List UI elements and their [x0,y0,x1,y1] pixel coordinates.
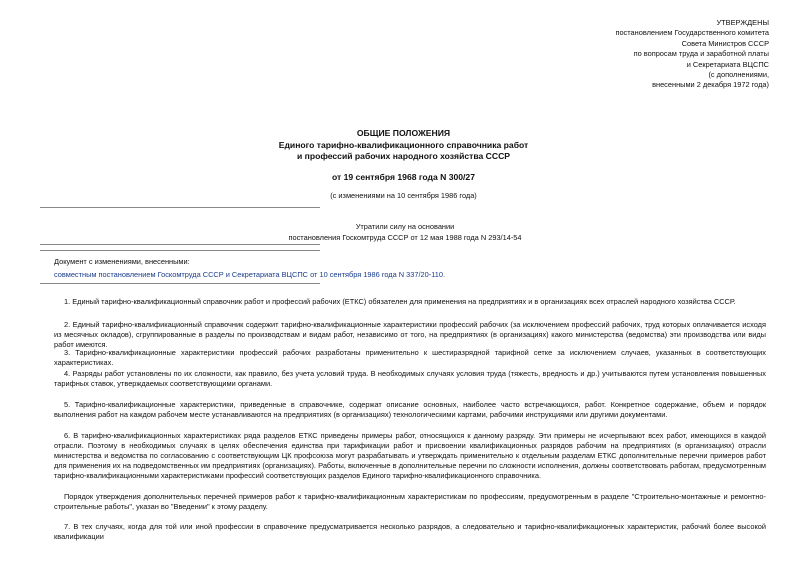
title-line-3: и профессий рабочих народного хозяйства СССР [296,151,511,161]
approval-line: внесенными 2 декабря 1972 года) [652,80,769,90]
document-title [0,128,807,163]
lost-force-line-1: Утратили силу на основании [355,222,455,231]
title-line-1: ОБЩИЕ ПОЛОЖЕНИЯ [356,128,451,138]
divider [40,244,320,245]
amendment-link[interactable]: совместным постановлением Госкомтруда СССР и Секретариата ВЦСПС от 10 сентября 1986 года N 337/20-110. [54,270,446,279]
approval-line: (с дополнениями, [708,70,769,80]
approval-line: по вопросам труда и заработной платы [633,49,769,59]
approval-stamp [509,18,769,91]
divider [40,207,320,208]
divider [40,250,320,251]
divider [40,283,320,284]
approval-line: Совета Министров СССР [681,38,769,48]
lost-force-line-2: постановления Госкомтруда СССР от 12 мая 1988 года N 293/14-54 [288,232,522,242]
approval-line: УТВЕРЖДЕНЫ [716,18,769,27]
amendments-label: Документ с изменениями, внесенными: [54,257,190,266]
amendments-block [54,257,754,280]
title-line-2: Единого тарифно-квалификационного справочника работ [278,139,529,150]
amendment-note: (с изменениями на 10 сентября 1986 года) [330,191,477,200]
paragraph-4: 4. Разряды работ установлены по их сложности, как правило, без учета условий труда. В необходимых случаях условия труда (тяжесть, вредность и др.) учитываются путем установления повышенных тарифных ставок, утверждаемых соответствующими органами. [54,369,766,388]
paragraph-6-procedure: Порядок утверждения дополнительных перечней примеров работ к тарифно-квалификационным характеристикам по профессиям, предусмотренным в разделе "Строительно-монтажные и ремонтно-строительные работы", указан во "Введении" к этому разделу. [54,492,766,511]
approval-line: постановлением Государственного комитета [615,28,769,38]
paragraph-7: 7. В тех случаях, когда для той или иной профессии в справочнике предусматривается несколько разрядов, а следовательно и тарифно-квалификационных характеристик, рабочий более высокой квалификации [54,522,766,541]
paragraph-3: 3. Тарифно-квалификационные характеристики профессий рабочих разработаны применительно к шестиразрядной тарифной сетке за исключением случаев, указанных в соответствующих характеристиках. [54,348,766,367]
paragraph-6: 6. В тарифно-квалификационных характеристиках ряда разделов ЕТКС приведены примеры работ, относящихся к данному разряду. Эти примеры не исчерпывают всех работ, имеющихся в каждой отрасли. Поэтому в необходимых случаях в целях обеспечения единства при тарификации работ и присвоении квалификационных разрядов рабочим на предприятиях (в организациях) отрасли министерства и ведомства по согласованию с соответствующим ЦК профсоюза могут разрабатывать и утверждать применительно к отдельным разделам ЕТКС дополнительные перечни примеров работ для применения их на подведомственных им предприятиях (организациях). Работы, включенные в дополнительные перечни по сложности исполнения, должны соответствовать работам, предусмотренным тарифно-квалификационными характеристиками профессий соответствующих разделов Единого тарифно-квалификационного справочника. [54,431,766,480]
paragraph-5: 5. Тарифно-квалификационные характеристики, приведенные в справочнике, содержат описание основных, наиболее часто встречающихся, работ. Конкретное содержание, объем и порядок выполнения работ на каждом рабочем месте устанавливаются на предприятиях (в организациях) технологическими картами, рабочими инструкциями или другими документами. [54,400,766,419]
approval-line: и Секретариата ВЦСПС [686,59,769,69]
lost-force-note [230,222,580,243]
paragraph-1: 1. Единый тарифно-квалификационный справочник работ и профессий рабочих (ЕТКС) обязателен для применения на предприятиях и в организациях всех отраслей народного хозяйства СССР. [64,297,736,306]
paragraph-2: 2. Единый тарифно-квалификационный справочник содержит тарифно-квалификационные характеристики профессий рабочих (за исключением профессий рабочих, труд которых оплачивается исходя из месячных окладов), сгруппированные в разделы по производствам и видам работ, независимо от того, на предприятиях (в организациях) какого министерства (ведомства) эти производства или виды работ имеются. [54,320,766,349]
document-date: от 19 сентября 1968 года N 300/27 [331,172,475,182]
